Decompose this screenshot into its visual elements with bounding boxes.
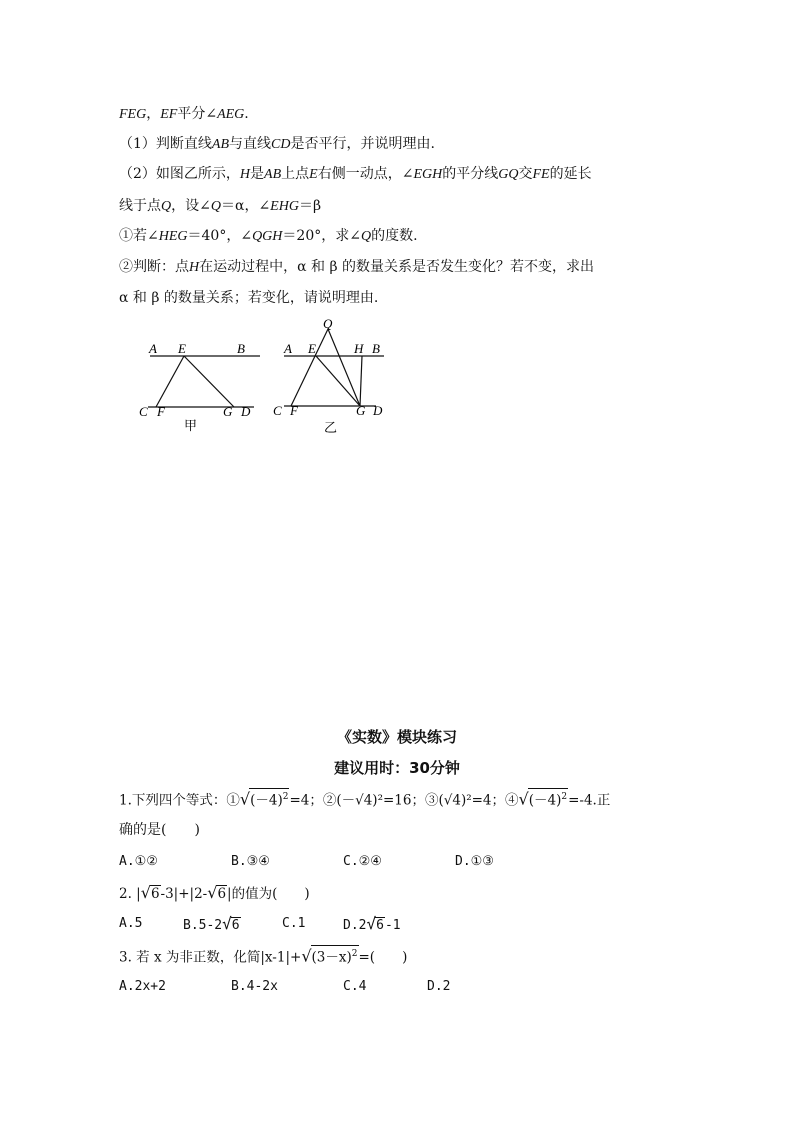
text: 2. | [119, 886, 141, 902]
text: ＝α，∠ [220, 198, 271, 214]
text: Q [161, 199, 172, 214]
q-prev-part-1 [119, 134, 435, 155]
text: 的平分线 [442, 166, 499, 182]
text: 上点 [281, 166, 310, 182]
q1-option-c: C.②④ [343, 854, 382, 869]
section-title: 《实数》模块练习 [336, 728, 457, 746]
label-a: A [149, 341, 157, 356]
text: H [239, 167, 251, 182]
label-b: B [237, 341, 245, 356]
text: 右侧一动点，∠ [317, 166, 414, 182]
q3-line [119, 945, 407, 968]
q2-option-c: C.1 [282, 916, 306, 931]
radicand: 6 [150, 886, 160, 902]
radicand [249, 788, 289, 809]
q-prev-part-2-cont [119, 196, 321, 217]
label-c: C [273, 403, 282, 418]
text: 2 [351, 949, 358, 959]
text: 2 [561, 792, 568, 802]
figure-caption-yi: 乙 [324, 421, 338, 436]
text: -1 [384, 918, 401, 933]
text: |的值为( ) [227, 886, 310, 902]
text: QGH [252, 229, 283, 244]
text: E [309, 167, 318, 182]
text: 1.下列四个等式：① [119, 792, 240, 809]
text: ＝40°，∠ [187, 228, 253, 244]
segment-eg [316, 356, 360, 406]
text: 是否平行，并说明理由. [290, 136, 435, 152]
text: HEG [158, 229, 188, 244]
text: （1）判断直线 [119, 136, 212, 152]
text: ②判断：点 [119, 259, 189, 275]
label-h: H [354, 341, 364, 356]
q2-option-a: A.5 [119, 916, 143, 931]
q1-option-b: B.③④ [231, 854, 270, 869]
text: ①若∠ [119, 228, 159, 244]
section-subtitle: 建议用时：30分钟 [334, 759, 460, 777]
text: =-4.正 [568, 792, 611, 809]
text: FEG [119, 107, 147, 122]
label-g: G [223, 404, 233, 419]
text: H [189, 260, 200, 275]
text: B.5-2 [183, 918, 223, 933]
q1-line-1 [119, 788, 610, 811]
figure-caption-jia: 甲 [184, 419, 198, 434]
q3-option-d: D.2 [427, 979, 451, 994]
radical-sign: √ [140, 883, 151, 902]
radical-sign: √ [207, 883, 218, 902]
radical-sign: √ [301, 946, 312, 966]
radicand [311, 945, 359, 966]
q2-option-d [343, 914, 401, 936]
label-q: Q [323, 316, 333, 331]
text: EGH [413, 167, 443, 182]
segment-eg [184, 356, 234, 407]
figure-yi [266, 315, 396, 440]
radical-sign: √ [222, 914, 232, 933]
label-f: F [290, 403, 298, 418]
segment-ef [156, 356, 184, 407]
radicand: 6 [231, 918, 240, 933]
radicand: 6 [217, 886, 227, 902]
q1-option-a: A.①② [119, 854, 158, 869]
text: (－4) [250, 792, 283, 809]
text: =4；②(－√4)²=16；③(√4)²=4；④ [289, 792, 519, 809]
q3-option-a: A.2x+2 [119, 979, 166, 994]
text: Q [210, 199, 221, 214]
text: FE [532, 167, 550, 182]
label-d: D [373, 403, 383, 418]
text: 3. 若 x 为非正数，化简|x-1|+ [119, 949, 302, 966]
text: 2 [282, 792, 289, 802]
radicand [528, 788, 568, 809]
radicand: 6 [376, 918, 384, 933]
q-prev-sub-2-cont: α 和 β 的数量关系；若变化，请说明理由. [119, 290, 379, 306]
text: 与直线 [229, 136, 272, 152]
text: GQ [498, 167, 519, 182]
q-prev-line-1 [119, 104, 249, 125]
radical-sign: √ [518, 789, 529, 809]
figure-jia [130, 335, 270, 435]
text: （2）如图乙所示， [119, 166, 240, 182]
text: ＝20°，求∠ [282, 228, 361, 244]
q-prev-sub-2 [119, 257, 594, 278]
text: 线于点 [119, 198, 161, 214]
text: (－4) [528, 792, 562, 809]
text: ，设∠ [171, 198, 211, 214]
text: 交 [518, 166, 533, 182]
text: AB [264, 167, 282, 182]
text: ， [146, 106, 161, 122]
text: 在运动过程中，α 和 β 的数量关系是否发生变化？若不变，求出 [199, 259, 595, 275]
label-b: B [372, 341, 380, 356]
text: -3|+|2- [160, 886, 208, 902]
text: 的度数. [371, 228, 418, 244]
q2-option-b [183, 914, 241, 936]
q3-option-c: C.4 [343, 979, 367, 994]
text: Q [360, 229, 372, 244]
text: AB [211, 137, 230, 152]
label-f: F [157, 404, 165, 419]
label-e: E [178, 341, 186, 356]
radical-sign: √ [239, 789, 251, 809]
q-prev-sub-1 [119, 226, 418, 247]
q3-option-b: B.4-2x [231, 979, 278, 994]
text: . [244, 106, 249, 122]
text: AEG [217, 107, 245, 122]
q1-option-d: D.①③ [455, 854, 494, 869]
label-d: D [241, 404, 251, 419]
label-c: C [139, 404, 148, 419]
q2-line [119, 883, 310, 904]
text: EF [160, 107, 178, 122]
text: 平分∠ [177, 106, 218, 122]
label-g: G [356, 403, 366, 418]
text: ＝β [298, 198, 322, 214]
q1-line-2: 确的是( ) [119, 822, 200, 838]
label-e: E [308, 341, 316, 356]
text: 的延长 [549, 166, 592, 182]
text: (3－x) [311, 949, 352, 966]
text: 是 [250, 166, 265, 182]
text: D.2 [343, 918, 367, 933]
text: =( ) [358, 949, 408, 966]
text: CD [271, 137, 291, 152]
q-prev-part-2 [119, 164, 592, 185]
segment-hg [360, 356, 362, 406]
radical-sign: √ [366, 914, 377, 933]
text: EHG [270, 199, 299, 214]
label-a: A [284, 341, 292, 356]
